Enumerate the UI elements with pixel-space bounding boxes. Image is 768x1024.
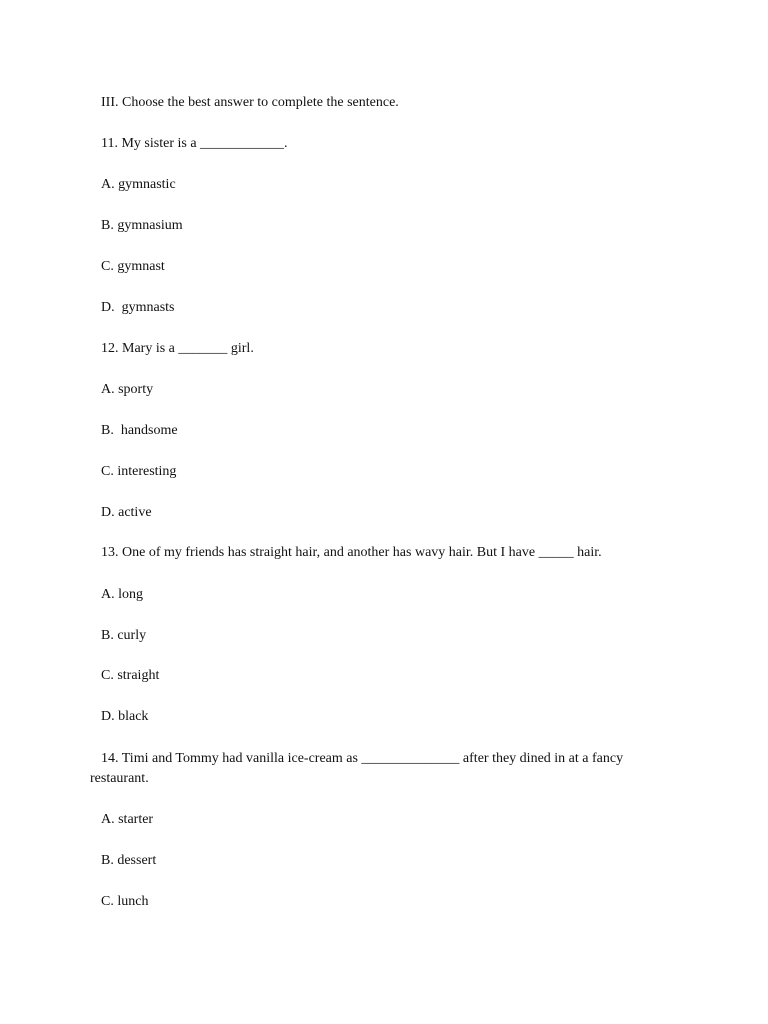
section-heading: III. Choose the best answer to complete the sentence. (101, 95, 399, 110)
question-13-option-a: A. long (101, 587, 143, 602)
question-13-option-d: D. black (101, 709, 149, 724)
question-13-option-b: B. curly (101, 628, 147, 643)
question-14-option-c: C. lunch (101, 894, 149, 909)
question-12-option-b: B. handsome (101, 423, 178, 438)
question-14-stem-line-1: 14. Timi and Tommy had vanilla ice-cream as ______________ after they dined in at a fancy (101, 751, 624, 766)
question-14-stem (90, 749, 690, 789)
question-12-option-d: D. active (101, 505, 152, 520)
question-11-option-d: D. gymnasts (101, 300, 175, 315)
question-14-option-b: B. dessert (101, 853, 157, 868)
question-12-stem: 12. Mary is a _______ girl. (101, 341, 254, 356)
question-12-option-a: A. sporty (101, 382, 154, 397)
question-11-option-b: B. gymnasium (101, 218, 183, 233)
question-11-option-a: A. gymnastic (101, 177, 176, 192)
question-11-option-c: C. gymnast (101, 259, 165, 274)
question-13-stem: 13. One of my friends has straight hair, and another has wavy hair. But I have _____ hair. (101, 545, 602, 560)
question-11-stem: 11. My sister is a ____________. (101, 136, 288, 151)
question-14-stem-line-2: restaurant. (90, 771, 149, 786)
question-13-option-c: C. straight (101, 668, 160, 683)
question-12-option-c: C. interesting (101, 464, 177, 479)
question-14-option-a: A. starter (101, 812, 154, 827)
